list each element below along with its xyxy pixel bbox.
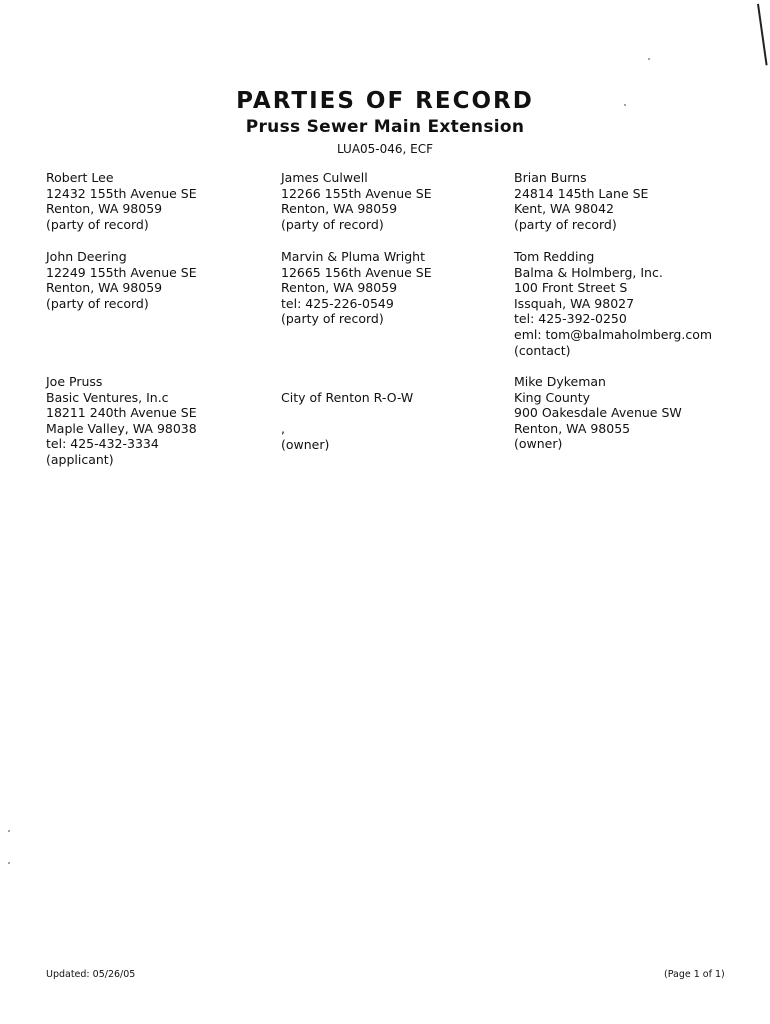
party-role: (party of record) xyxy=(281,216,384,232)
party-name: James Culwell xyxy=(281,170,368,185)
party-address: 12266 155th Avenue SE xyxy=(281,185,432,201)
party-role: (applicant) xyxy=(46,451,114,467)
party-entry xyxy=(514,249,712,358)
party-role: (party of record) xyxy=(46,216,149,232)
party-name: Brian Burns xyxy=(514,170,587,185)
party-city: Kent, WA 98042 xyxy=(514,201,614,217)
scan-speck xyxy=(648,58,650,60)
party-role: (party of record) xyxy=(281,311,384,327)
party-role: (contact) xyxy=(514,342,571,358)
party-city: Renton, WA 98059 xyxy=(281,201,398,217)
page-number: (Page 1 of 1) xyxy=(664,969,725,980)
party-name: Tom Redding xyxy=(514,249,595,264)
party-city: Renton, WA 98055 xyxy=(514,420,631,436)
party-role: (owner) xyxy=(514,436,563,452)
party-company: King County xyxy=(514,389,591,405)
party-address: 12432 155th Avenue SE xyxy=(46,185,197,201)
party-name: City of Renton R-O-W xyxy=(281,390,414,405)
party-role: (party of record) xyxy=(46,295,149,311)
party-name: Robert Lee xyxy=(46,170,114,185)
party-entry xyxy=(514,374,682,452)
party-city: Issquah, WA 98027 xyxy=(514,295,635,311)
party-address: 18211 240th Avenue SE xyxy=(46,405,197,421)
party-phone: tel: 425-432-3334 xyxy=(46,436,159,452)
page-subtitle: Pruss Sewer Main Extension xyxy=(245,117,525,137)
party-entry xyxy=(514,170,648,232)
party-entry xyxy=(281,170,432,232)
party-name: Joe Pruss xyxy=(46,374,103,389)
party-address: 24814 145th Lane SE xyxy=(514,185,649,201)
scan-speck xyxy=(8,862,10,864)
party-phone: tel: 425-226-0549 xyxy=(281,295,394,311)
party-entry xyxy=(281,390,413,452)
updated-date: Updated: 05/26/05 xyxy=(46,969,136,980)
party-company: Balma & Holmberg, Inc. xyxy=(514,264,663,280)
party-role: (party of record) xyxy=(514,216,617,232)
party-entry xyxy=(46,249,197,311)
party-name: Marvin & Pluma Wright xyxy=(281,249,425,264)
party-address: 12665 156th Avenue SE xyxy=(281,264,432,280)
party-phone: tel: 425-392-0250 xyxy=(514,311,627,327)
party-email: eml: tom@balmaholmberg.com xyxy=(514,326,713,342)
party-blank-line xyxy=(281,406,413,422)
party-company: Basic Ventures, In.c xyxy=(46,389,169,405)
party-entry xyxy=(46,170,197,232)
party-entry xyxy=(281,249,432,327)
party-entry xyxy=(46,374,197,468)
party-name: John Deering xyxy=(46,249,127,264)
page-title: PARTIES OF RECORD xyxy=(236,88,534,114)
scan-speck xyxy=(8,830,10,832)
party-address: 100 Front Street S xyxy=(514,280,628,296)
party-city: Maple Valley, WA 98038 xyxy=(46,420,197,436)
party-address: 900 Oakesdale Avenue SW xyxy=(514,405,682,421)
party-role: (owner) xyxy=(281,436,330,452)
party-city: Renton, WA 98059 xyxy=(46,201,163,217)
file-number: LUA05-046, ECF xyxy=(336,142,434,156)
scan-artifact xyxy=(757,4,768,66)
party-city: Renton, WA 98059 xyxy=(281,280,398,296)
party-city: Renton, WA 98059 xyxy=(46,280,163,296)
party-address: 12249 155th Avenue SE xyxy=(46,264,197,280)
party-punctuation: , xyxy=(281,421,285,437)
party-name: Mike Dykeman xyxy=(514,374,606,389)
